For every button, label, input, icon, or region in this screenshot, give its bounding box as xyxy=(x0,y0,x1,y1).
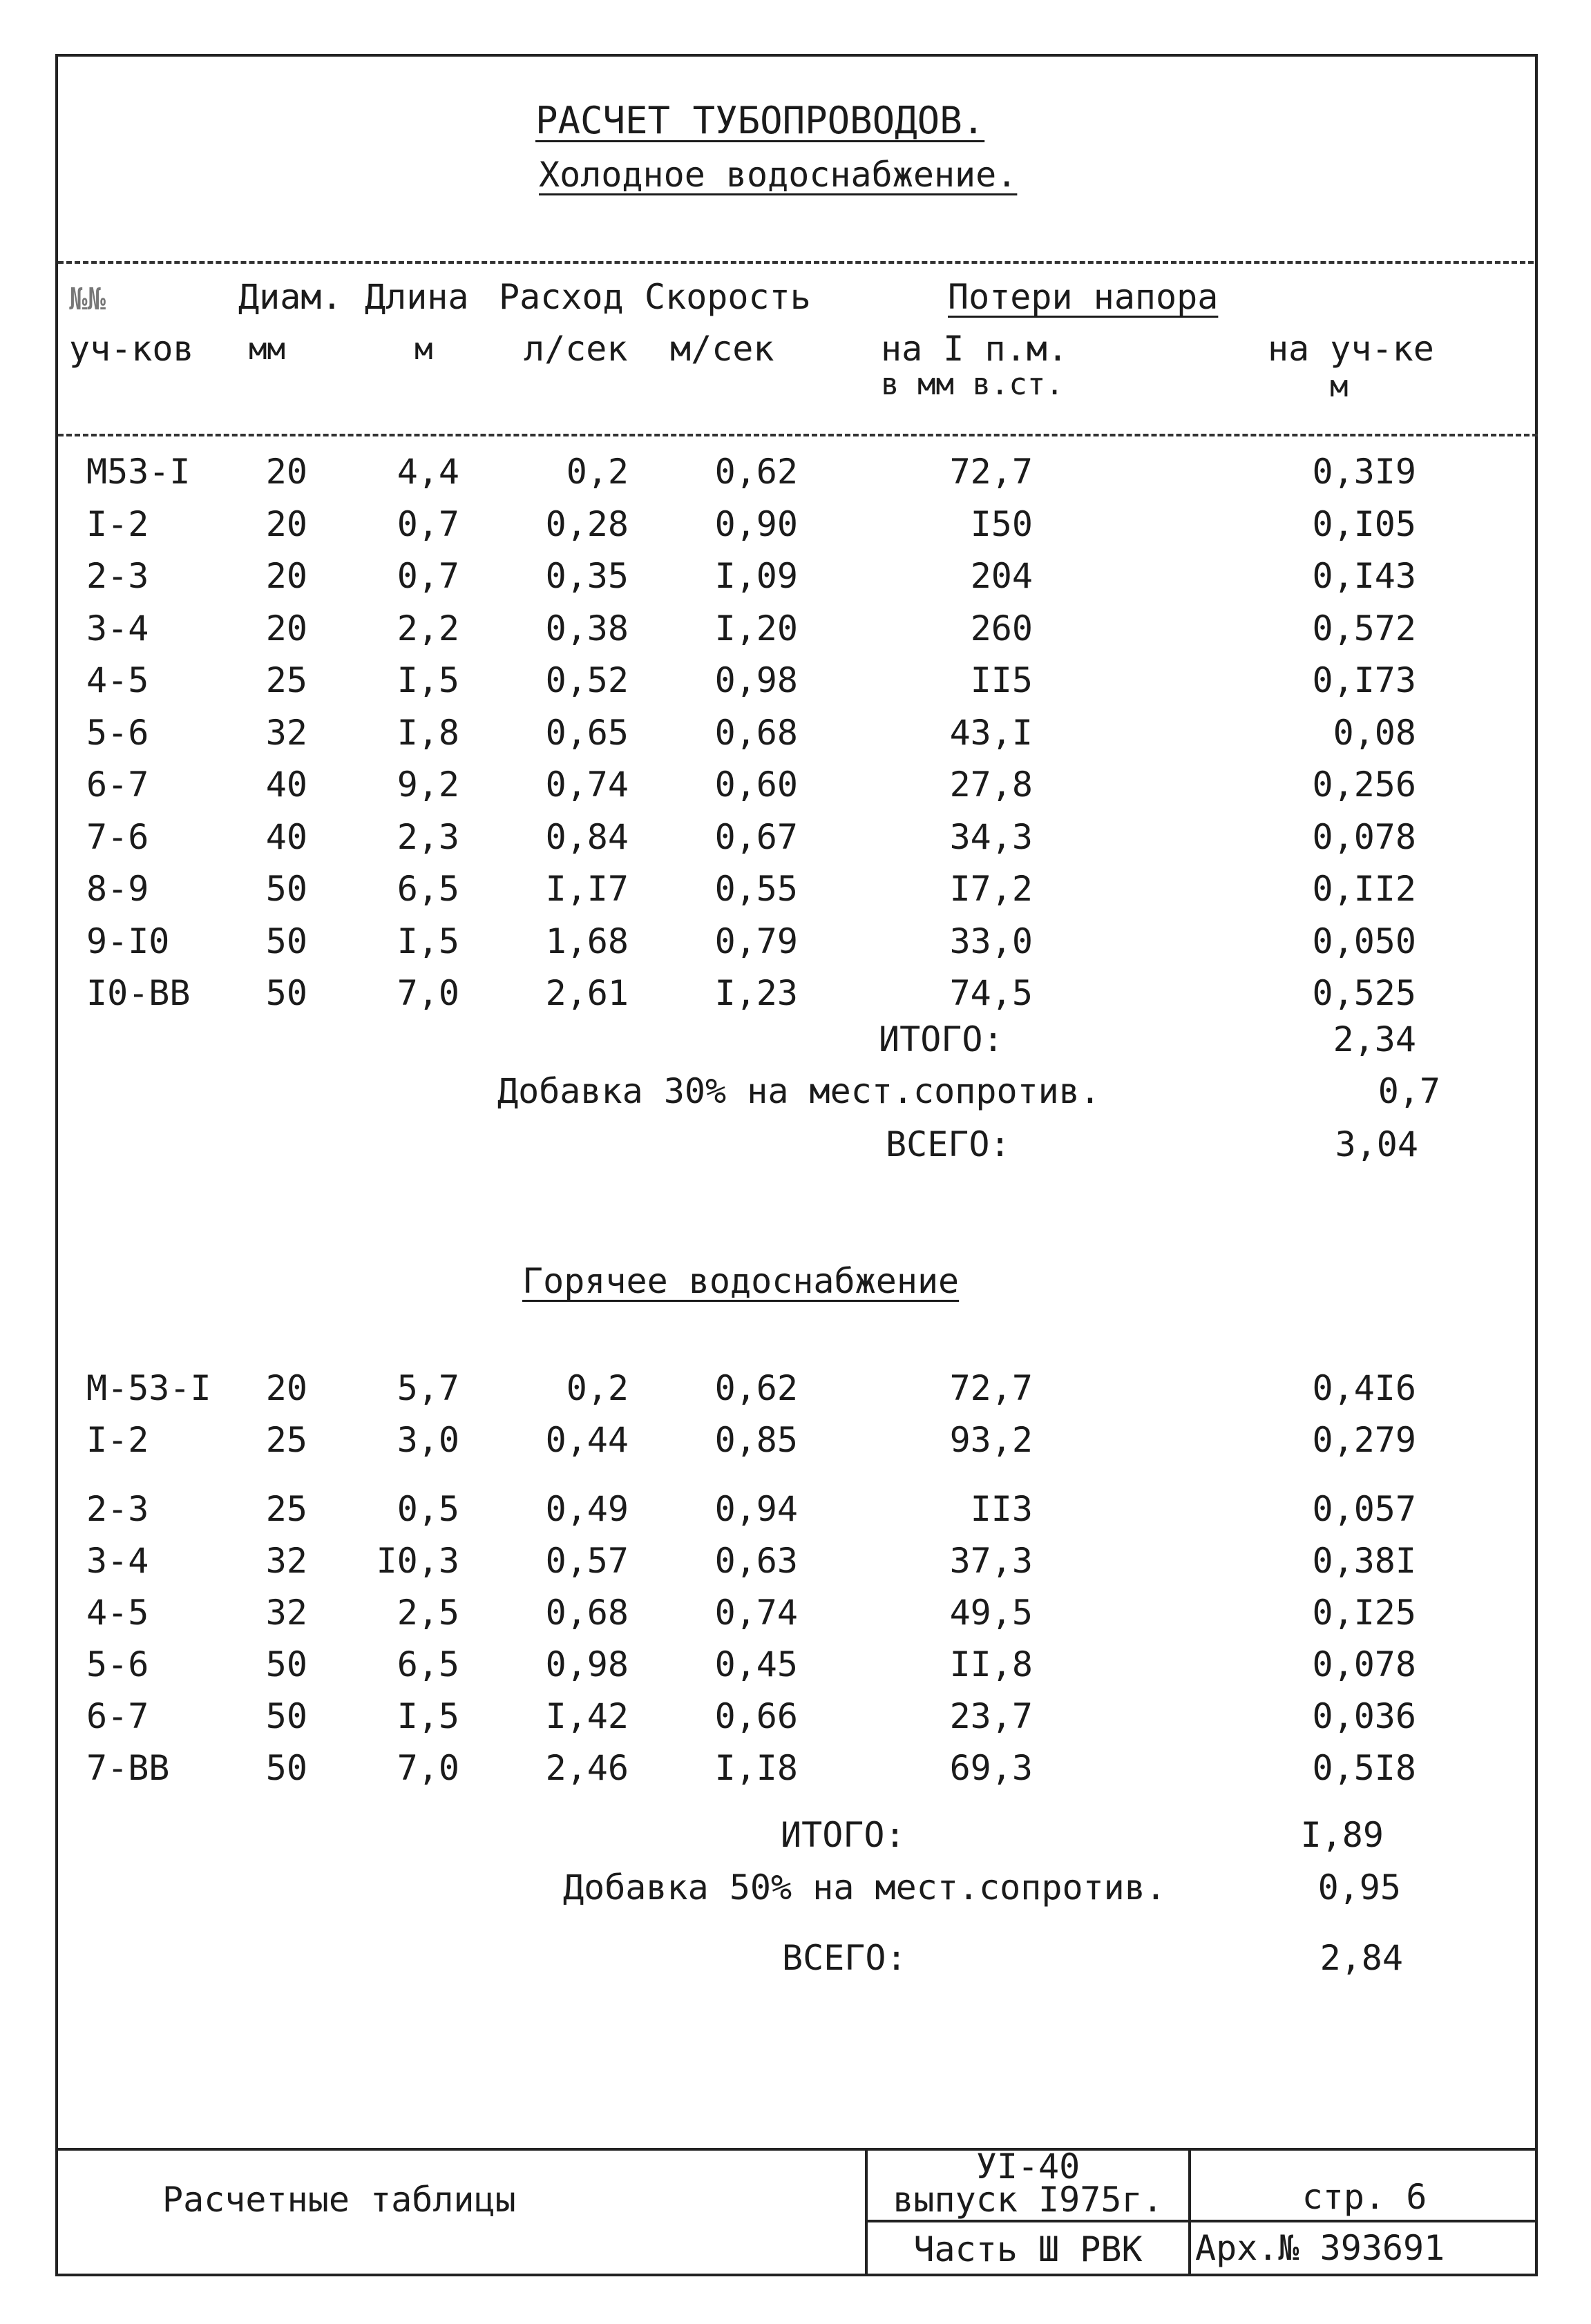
cell-length: I,5 xyxy=(397,921,459,961)
cell-speed: 0,60 xyxy=(714,765,798,805)
cell-loss-per-m: II5 xyxy=(970,660,1033,700)
cell-loss-per-m: 204 xyxy=(970,556,1033,596)
cell-diam: 32 xyxy=(265,1593,307,1633)
cell-diam: 50 xyxy=(265,1748,307,1788)
cell-diam: 40 xyxy=(265,765,307,805)
cell-loss-section: 0,572 xyxy=(1312,608,1416,649)
cell-flow: 0,44 xyxy=(545,1420,629,1460)
cell-flow: I,I7 xyxy=(545,869,629,909)
cell-diam: 20 xyxy=(265,608,307,649)
cell-section: 3-4 xyxy=(86,1541,149,1581)
cell-length: 7,0 xyxy=(397,1748,459,1788)
col-speed-unit: м/сек xyxy=(670,329,774,369)
cell-length: 5,7 xyxy=(397,1368,459,1408)
hot-addition-label: Добавка 50% на мест.сопротив. xyxy=(563,1867,1166,1908)
col-section-header-2: уч-ков xyxy=(69,329,194,369)
cell-loss-per-m: II,8 xyxy=(949,1644,1033,1684)
cell-diam: 50 xyxy=(265,921,307,961)
col-length-header: Длина xyxy=(365,277,469,317)
cell-flow: I,42 xyxy=(545,1696,629,1736)
cell-speed: 0,79 xyxy=(714,921,798,961)
cell-loss-per-m: I50 xyxy=(970,503,1033,544)
cell-speed: 0,94 xyxy=(714,1489,798,1529)
cell-diam: 20 xyxy=(265,556,307,596)
cell-loss-per-m: 72,7 xyxy=(949,452,1033,492)
cell-loss-per-m: 74,5 xyxy=(949,973,1033,1013)
cell-length: 6,5 xyxy=(397,1644,459,1684)
col-section-header: №№ xyxy=(69,282,106,317)
col-loss-per-m-unit: в мм в.ст. xyxy=(881,367,1064,402)
cell-flow: 0,2 xyxy=(566,452,629,492)
hot-addition-value: 0,95 xyxy=(1317,1867,1401,1908)
col-losses-header: Потери напора xyxy=(948,277,1219,317)
cell-section: 2-3 xyxy=(86,1489,149,1529)
cell-section: I0-ВВ xyxy=(86,973,191,1013)
cell-diam: 20 xyxy=(265,1368,307,1408)
cell-section: 2-3 xyxy=(86,556,149,596)
cell-flow: 0,74 xyxy=(545,765,629,805)
cell-speed: 0,74 xyxy=(714,1593,798,1633)
cell-flow: 1,68 xyxy=(545,921,629,961)
cell-section: М53-I xyxy=(86,452,191,492)
cell-speed: 0,85 xyxy=(714,1420,798,1460)
cell-speed: 0,98 xyxy=(714,660,798,700)
cell-loss-per-m: 23,7 xyxy=(949,1696,1033,1736)
cell-speed: 0,55 xyxy=(714,869,798,909)
stamp-series: УI-40 xyxy=(975,2147,1080,2187)
cell-speed: 0,62 xyxy=(714,1368,798,1408)
cell-diam: 50 xyxy=(265,1644,307,1684)
cell-length: I,8 xyxy=(397,712,459,753)
cell-loss-section: 0,II2 xyxy=(1312,869,1416,909)
cold-itogo-value: 2,34 xyxy=(1333,1019,1416,1059)
cell-loss-per-m: 49,5 xyxy=(949,1593,1033,1633)
cell-speed: 0,45 xyxy=(714,1644,798,1684)
cell-loss-section: 0,057 xyxy=(1312,1489,1416,1529)
cell-loss-section: 0,3I9 xyxy=(1312,452,1416,492)
cell-flow: 0,98 xyxy=(545,1644,629,1684)
hot-water-heading: Горячее водоснабжение xyxy=(522,1261,960,1301)
cell-loss-section: 0,4I6 xyxy=(1312,1368,1416,1408)
cell-length: 0,7 xyxy=(397,556,459,596)
cell-section: 6-7 xyxy=(86,1696,149,1736)
hot-itogo-value: I,89 xyxy=(1300,1815,1384,1855)
cell-flow: 0,57 xyxy=(545,1541,629,1581)
cell-diam: 32 xyxy=(265,1541,307,1581)
cold-addition-value: 0,7 xyxy=(1378,1071,1440,1111)
cell-loss-per-m: 69,3 xyxy=(949,1748,1033,1788)
cold-vsego-value: 3,04 xyxy=(1335,1124,1418,1164)
page-title: РАСЧЕТ ТУБОПРОВОДОВ. xyxy=(535,99,985,142)
cell-flow: 0,49 xyxy=(545,1489,629,1529)
col-flow-unit: л/сек xyxy=(524,329,628,369)
cell-loss-section: 0,050 xyxy=(1312,921,1416,961)
cell-loss-section: 0,5I8 xyxy=(1312,1748,1416,1788)
cell-section: 8-9 xyxy=(86,869,149,909)
stamp-mid-line xyxy=(865,2220,1538,2222)
col-diam-header: Диам. xyxy=(238,277,343,317)
cell-flow: 0,68 xyxy=(545,1593,629,1633)
cell-length: 4,4 xyxy=(397,452,459,492)
hot-vsego-label: ВСЕГО: xyxy=(782,1938,907,1978)
cell-flow: 0,52 xyxy=(545,660,629,700)
cell-loss-section: 0,I05 xyxy=(1312,503,1416,544)
cell-length: 2,2 xyxy=(397,608,459,649)
cell-speed: 0,90 xyxy=(714,503,798,544)
cell-loss-section: 0,I25 xyxy=(1312,1593,1416,1633)
cell-loss-per-m: 37,3 xyxy=(949,1541,1033,1581)
cell-speed: I,20 xyxy=(714,608,798,649)
col-flow-header: Расход xyxy=(499,277,624,317)
stamp-archive: Арх.№ 393691 xyxy=(1195,2228,1445,2268)
stamp-name: Расчетные таблицы xyxy=(162,2180,516,2220)
cell-diam: 40 xyxy=(265,816,307,857)
cell-length: 6,5 xyxy=(397,869,459,909)
cell-flow: 0,84 xyxy=(545,816,629,857)
cell-diam: 20 xyxy=(265,503,307,544)
cell-speed: I,23 xyxy=(714,973,798,1013)
cell-flow: 2,46 xyxy=(545,1748,629,1788)
cell-loss-per-m: 93,2 xyxy=(949,1420,1033,1460)
cell-loss-per-m: 43,I xyxy=(949,712,1033,753)
cell-loss-per-m: I7,2 xyxy=(949,869,1033,909)
cold-addition-label: Добавка 30% на мест.сопротив. xyxy=(497,1071,1101,1111)
col-length-unit: м xyxy=(415,332,433,367)
cell-section: 4-5 xyxy=(86,1593,149,1633)
cell-loss-section: 0,256 xyxy=(1312,765,1416,805)
cell-speed: 0,67 xyxy=(714,816,798,857)
cell-length: 2,5 xyxy=(397,1593,459,1633)
col-loss-section-header: на уч-ке xyxy=(1268,329,1434,369)
cell-flow: 0,65 xyxy=(545,712,629,753)
cell-loss-per-m: 260 xyxy=(970,608,1033,649)
cell-flow: 0,2 xyxy=(566,1368,629,1408)
cell-loss-per-m: II3 xyxy=(970,1489,1033,1529)
cell-length: I,5 xyxy=(397,1696,459,1736)
cell-loss-per-m: 33,0 xyxy=(949,921,1033,961)
cell-length: 0,7 xyxy=(397,503,459,544)
col-speed-header: Скорость xyxy=(645,277,811,317)
cell-speed: 0,66 xyxy=(714,1696,798,1736)
cell-length: 0,5 xyxy=(397,1489,459,1529)
cell-loss-per-m: 72,7 xyxy=(949,1368,1033,1408)
cell-diam: 25 xyxy=(265,1420,307,1460)
cell-section: I-2 xyxy=(86,503,149,544)
cell-diam: 50 xyxy=(265,869,307,909)
cell-length: 3,0 xyxy=(397,1420,459,1460)
cell-length: 9,2 xyxy=(397,765,459,805)
cell-section: 4-5 xyxy=(86,660,149,700)
cold-vsego-label: ВСЕГО: xyxy=(886,1124,1011,1164)
col-loss-per-m-header: на I п.м. xyxy=(881,329,1068,369)
cell-diam: 25 xyxy=(265,660,307,700)
cell-loss-section: 0,036 xyxy=(1312,1696,1416,1736)
stamp-issue: выпуск I975г. xyxy=(893,2180,1163,2220)
cell-speed: I,I8 xyxy=(714,1748,798,1788)
cell-diam: 20 xyxy=(265,452,307,492)
cold-water-heading: Холодное водоснабжение. xyxy=(539,155,1018,195)
hot-vsego-value: 2,84 xyxy=(1320,1938,1403,1978)
col-loss-section-unit: м xyxy=(1330,369,1349,404)
cell-flow: 0,35 xyxy=(545,556,629,596)
cold-itogo-label: ИТОГО: xyxy=(879,1019,1004,1059)
cell-diam: 50 xyxy=(265,973,307,1013)
cell-diam: 32 xyxy=(265,712,307,753)
cell-loss-section: 0,38I xyxy=(1312,1541,1416,1581)
cell-diam: 25 xyxy=(265,1489,307,1529)
cell-loss-section: 0,I73 xyxy=(1312,660,1416,700)
cell-section: 3-4 xyxy=(86,608,149,649)
cell-section: 6-7 xyxy=(86,765,149,805)
cell-loss-per-m: 34,3 xyxy=(949,816,1033,857)
stamp-page: стр. 6 xyxy=(1302,2177,1427,2217)
cell-section: 5-6 xyxy=(86,1644,149,1684)
cell-loss-section: 0,08 xyxy=(1333,712,1416,753)
cell-section: 9-I0 xyxy=(86,921,170,961)
header-top-divider xyxy=(58,261,1534,264)
cell-loss-section: 0,078 xyxy=(1312,816,1416,857)
cell-section: 7-6 xyxy=(86,816,149,857)
cell-flow: 0,28 xyxy=(545,503,629,544)
cell-diam: 50 xyxy=(265,1696,307,1736)
cell-section: 5-6 xyxy=(86,712,149,753)
cell-flow: 2,61 xyxy=(545,973,629,1013)
cell-speed: I,09 xyxy=(714,556,798,596)
cell-speed: 0,63 xyxy=(714,1541,798,1581)
cell-section: 7-ВВ xyxy=(86,1748,170,1788)
cell-loss-section: 0,279 xyxy=(1312,1420,1416,1460)
cell-loss-per-m: 27,8 xyxy=(949,765,1033,805)
col-diam-unit: мм xyxy=(249,332,285,367)
stamp-top-line xyxy=(55,2148,1538,2151)
cell-length: I0,3 xyxy=(376,1541,459,1581)
cell-flow: 0,38 xyxy=(545,608,629,649)
cell-speed: 0,68 xyxy=(714,712,798,753)
header-bottom-divider xyxy=(58,434,1538,436)
hot-itogo-label: ИТОГО: xyxy=(781,1815,906,1855)
cell-speed: 0,62 xyxy=(714,452,798,492)
cell-section: I-2 xyxy=(86,1420,149,1460)
cell-loss-section: 0,525 xyxy=(1312,973,1416,1013)
cell-length: I,5 xyxy=(397,660,459,700)
cell-section: М-53-I xyxy=(86,1368,211,1408)
cell-length: 7,0 xyxy=(397,973,459,1013)
cell-loss-section: 0,078 xyxy=(1312,1644,1416,1684)
stamp-part: Часть Ш РВК xyxy=(913,2229,1143,2269)
cell-loss-section: 0,I43 xyxy=(1312,556,1416,596)
cell-length: 2,3 xyxy=(397,816,459,857)
